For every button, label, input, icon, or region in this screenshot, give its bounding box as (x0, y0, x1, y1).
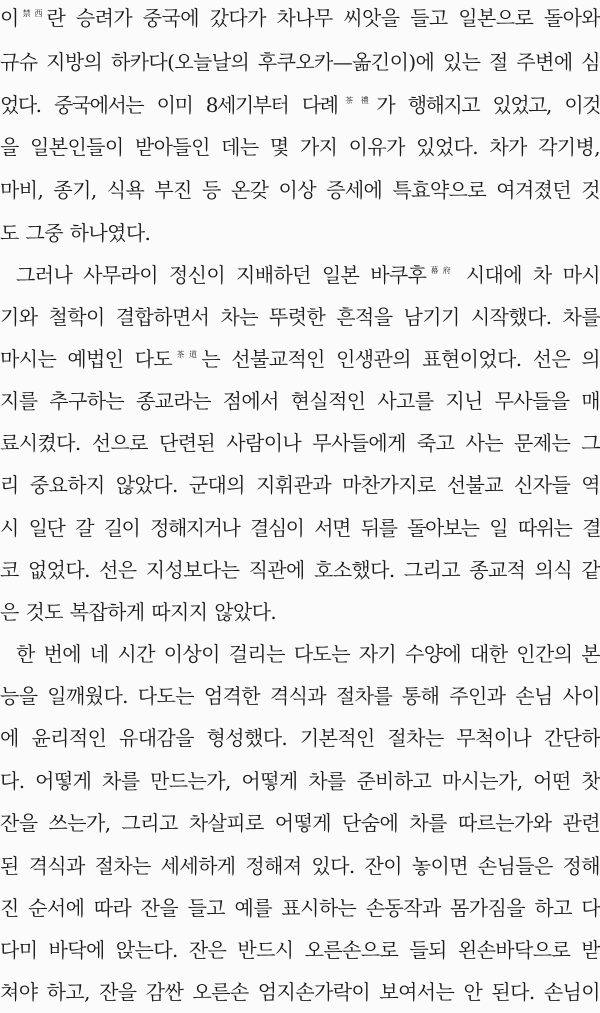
text-line: 지를 추구하는 종교라는 점에서 현실적인 사고를 지닌 무사들을 매 (0, 389, 600, 413)
hanja-annotation: 茶道 (172, 350, 202, 359)
text-run: 는 선불교적인 인생관의 표현이었다. 선은 의 (201, 347, 600, 371)
text-run: 시대에 차 마시 (454, 263, 600, 287)
text-line: 된 격식과 절차는 세세하게 정해져 있다. 잔이 놓이면 손님들은 정해 (0, 854, 600, 878)
text-line: 기와 철학이 결합하면서 차는 뚜렷한 흔적을 남기기 시작했다. 차를 (0, 305, 600, 329)
text-line: 다. 어떻게 차를 만드는가, 어떻게 차를 준비하고 마시는가, 어떤 찻 (0, 769, 600, 793)
text-run: 마시는 예법인 다도 (0, 347, 173, 371)
text-line: 능을 일깨웠다. 다도는 엄격한 격식과 절차를 통해 주인과 손님 사이 (0, 684, 600, 708)
text-line: 리 중요하지 않았다. 군대의 지휘관과 마찬가지로 선불교 신자들 역 (0, 473, 600, 497)
text-line: 코 없었다. 선은 지성보다는 직관에 호소했다. 그리고 종교적 의식 같 (0, 558, 600, 582)
text-line: 다미 바닥에 앉는다. 잔은 반드시 오른손으로 들되 왼손바닥으로 받 (0, 938, 600, 962)
text-line: 한 번에 네 시간 이상이 걸리는 다도는 자기 수양에 대한 인간의 본 (16, 642, 600, 666)
text-line: 을 일본인들이 받아들인 데는 몇 가지 이유가 있었다. 차가 각기병, (0, 135, 600, 159)
text-line (0, 342, 600, 376)
text-line (0, 258, 600, 292)
text-line: 규슈 지방의 하카다(오늘날의 후쿠오카—옮긴이)에 있는 절 주변에 심 (0, 50, 600, 74)
text-line: 은 것도 복잡하게 따지지 않았다. (0, 600, 277, 624)
text-line: 잔을 쓰는가, 그리고 차살피로 어떻게 단숨에 차를 따르는가와 관련 (0, 811, 600, 835)
text-line (0, 1, 600, 35)
text-run: 었다. 중국에서는 이미 8세기부터 다례 (0, 93, 338, 117)
text-line (0, 88, 600, 122)
text-line: 쳐야 하고, 잔을 감싼 오른손 엄지손가락이 보여서는 안 된다. 손님이 (0, 980, 600, 1004)
text-line: 마비, 종기, 식욕 부진 등 온갖 이상 증세에 특효약으로 여겨졌던 것 (0, 178, 600, 202)
text-run: 란 승려가 중국에 갔다가 차나무 씨앗을 들고 일본으로 돌아와 (46, 6, 600, 30)
text-run: 이 (0, 6, 19, 30)
text-line: 진 순서에 따라 잔을 들고 예를 표시하는 손동작과 몸가짐을 하고 다 (0, 896, 600, 920)
hanja-annotation: 幕府 (426, 266, 455, 275)
text-run: 그러나 사무라이 정신이 지배하던 일본 바쿠후 (16, 263, 427, 287)
text-line: 시 일단 갈 길이 정해지거나 결심이 서면 뒤를 돌아보는 일 따위는 결 (0, 516, 600, 540)
text-line: 에 윤리적인 유대감을 형성했다. 기본적인 절차는 무척이나 간단하 (0, 726, 600, 750)
hanja-annotation: 禁西 (18, 9, 47, 18)
text-run: 가 행해지고 있었고, 이것 (376, 93, 600, 117)
text-line: 도 그중 하나였다. (0, 221, 151, 245)
text-line: 료시켰다. 선으로 단련된 사람이나 무사들에게 죽고 사는 문제는 그 (0, 431, 600, 455)
hanja-annotation: 茶禮 (337, 96, 377, 105)
